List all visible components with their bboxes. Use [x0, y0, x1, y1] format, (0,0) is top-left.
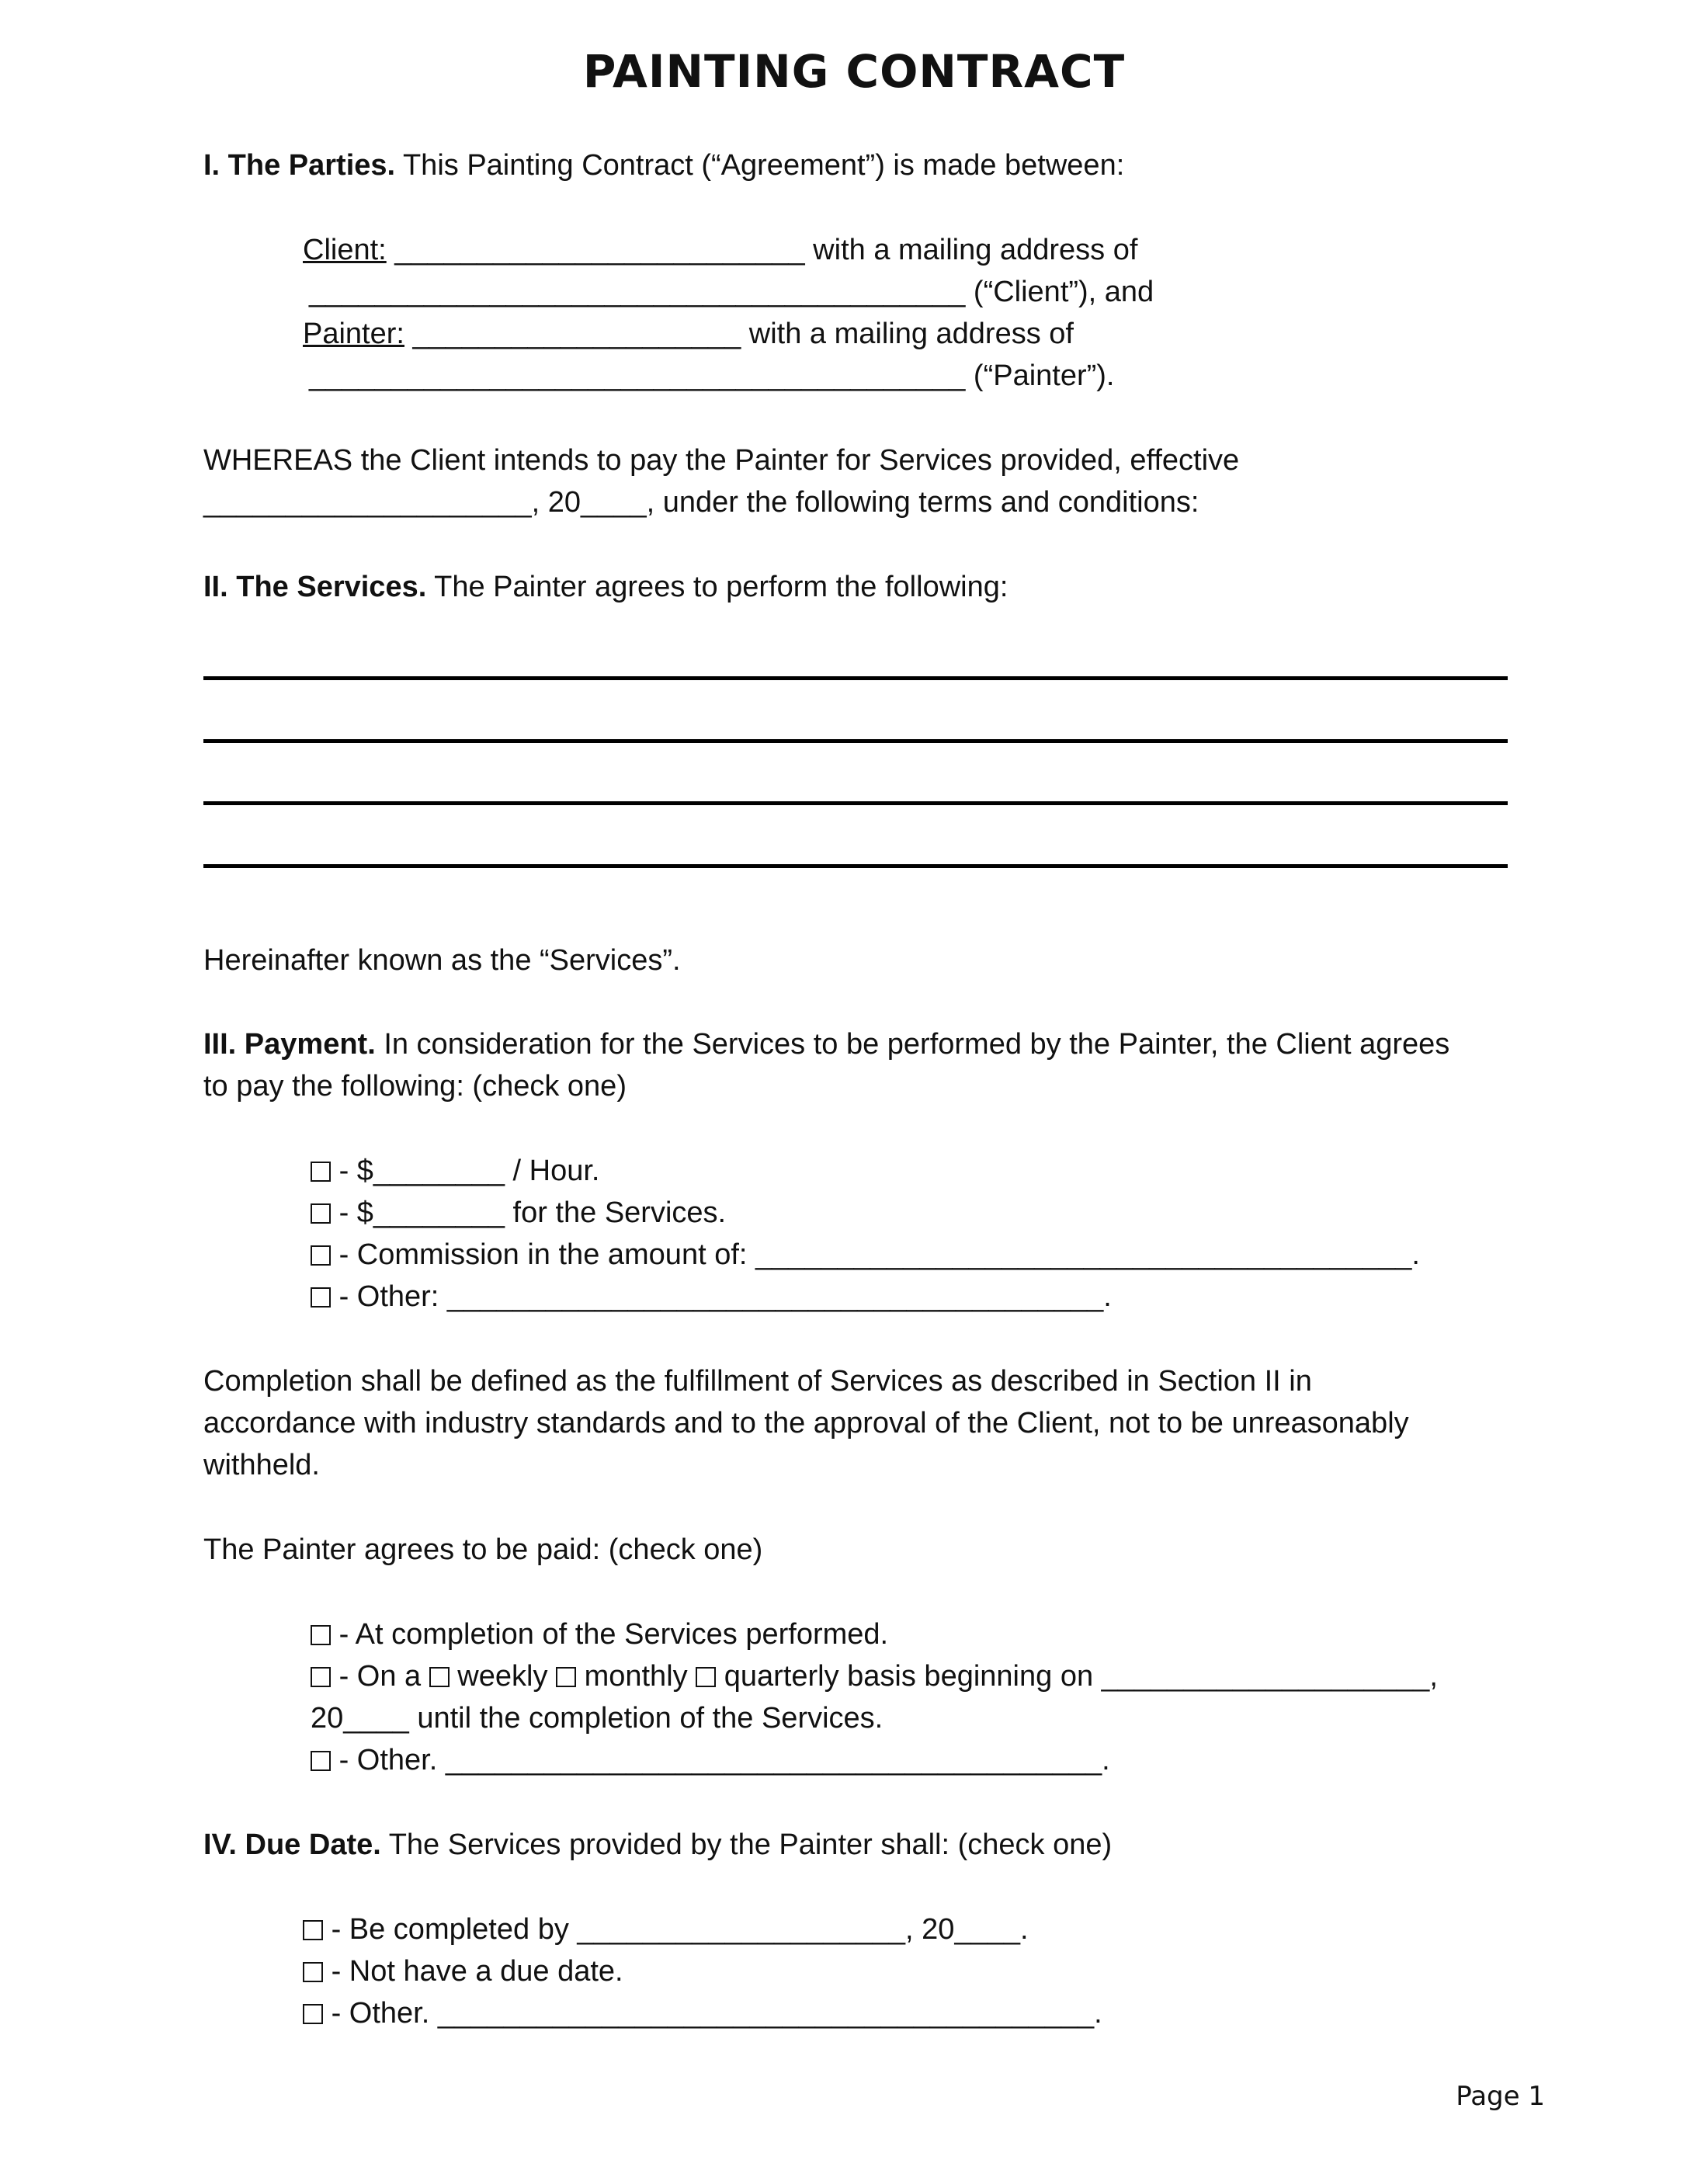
monthly-label: monthly — [584, 1660, 688, 1693]
paid-intro: The Painter agrees to be paid: (check one) — [203, 1533, 763, 1566]
payment-other-label: - Other: ________________________________________. — [338, 1280, 1112, 1313]
completion-line-2: accordance with industry standards and to the approval of the Client, not to be unreasonably — [203, 1407, 1409, 1439]
monthly-checkbox[interactable] — [556, 1667, 576, 1687]
whereas-line-2: ____________________, 20____, under the following terms and conditions: — [203, 486, 1199, 519]
client-name-address-blank: _________________________ with a mailing address of — [394, 234, 1138, 266]
page-number: Page 1 — [1456, 2081, 1545, 2112]
hourly-label: - $________ / Hour. — [338, 1155, 600, 1187]
due-option-completed-by — [303, 1908, 1029, 1950]
whereas-line-1: WHEREAS the Client intends to pay the Painter for Services provided, effective — [203, 444, 1240, 477]
quarterly-label: quarterly basis beginning on ____________________, — [724, 1660, 1438, 1693]
services-intro: The Painter agrees to perform the following: — [434, 571, 1008, 603]
painter-line-1 — [303, 313, 1074, 355]
parties-paragraph — [203, 144, 1124, 186]
services-blank-line-4[interactable] — [203, 864, 1508, 868]
paid-option-completion — [311, 1613, 888, 1655]
painter-name-address-blank: ____________________ with a mailing address of — [412, 318, 1074, 350]
payment-option-commission — [311, 1234, 1420, 1276]
parties-heading: I. The Parties. — [203, 149, 396, 182]
services-blank-line-3[interactable] — [203, 801, 1508, 805]
due-other-label: - Other. ________________________________________. — [331, 1997, 1102, 2030]
weekly-label: weekly — [457, 1660, 548, 1693]
paid-option-periodic — [311, 1655, 1438, 1697]
due-date-intro: The Services provided by the Painter shall: (check one) — [388, 1828, 1113, 1861]
completion-line-1: Completion shall be defined as the fulfillment of Services as described in Section II in — [203, 1365, 1312, 1398]
commission-label: - Commission in the amount of: ________________________________________. — [338, 1238, 1420, 1271]
client-line-2: ________________________________________ (“Client”), and — [309, 276, 1154, 308]
due-completed-label: - Be completed by ____________________, 20____. — [331, 1913, 1029, 1946]
paid-other-label: - Other. ________________________________________. — [338, 1744, 1110, 1776]
services-blank-line-2[interactable] — [203, 739, 1508, 743]
paid-periodic-label: - On a — [338, 1660, 422, 1693]
completion-line-3: withheld. — [203, 1449, 320, 1481]
fixed-checkbox[interactable] — [311, 1203, 331, 1224]
payment-option-fixed — [311, 1192, 726, 1234]
payment-option-hourly — [311, 1150, 599, 1192]
due-completed-checkbox[interactable] — [303, 1920, 323, 1940]
painter-line-2: ________________________________________ (“Painter”). — [309, 359, 1115, 392]
painter-label: Painter: — [303, 318, 404, 350]
services-paragraph — [203, 566, 1008, 608]
services-blank-line-1[interactable] — [203, 676, 1508, 680]
payment-heading: III. Payment. — [203, 1028, 376, 1061]
due-no-date-checkbox[interactable] — [303, 1962, 323, 1982]
fixed-label: - $________ for the Services. — [338, 1196, 727, 1229]
client-label: Client: — [303, 234, 387, 266]
parties-intro: This Painting Contract (“Agreement”) is made between: — [402, 149, 1125, 182]
due-other-checkbox[interactable] — [303, 2004, 323, 2024]
due-no-date-label: - Not have a due date. — [331, 1955, 623, 1988]
paid-periodic-checkbox[interactable] — [311, 1667, 331, 1687]
paid-periodic-line-2: 20____ until the completion of the Services. — [311, 1702, 884, 1735]
payment-intro: In consideration for the Services to be performed by the Painter, the Client agrees — [384, 1028, 1450, 1061]
payment-paragraph-line-2: to pay the following: (check one) — [203, 1070, 627, 1103]
client-line-1 — [303, 229, 1137, 271]
commission-checkbox[interactable] — [311, 1245, 331, 1266]
document-title: PAINTING CONTRACT — [582, 45, 1126, 98]
due-date-paragraph — [203, 1824, 1112, 1866]
services-hereinafter: Hereinafter known as the “Services”. — [203, 944, 681, 977]
paid-other-checkbox[interactable] — [311, 1751, 331, 1771]
payment-paragraph-line-1 — [203, 1023, 1449, 1065]
due-option-other — [303, 1992, 1102, 2034]
due-option-no-date — [303, 1950, 623, 1992]
paid-completion-checkbox[interactable] — [311, 1625, 331, 1645]
paid-option-other — [311, 1739, 1110, 1781]
hourly-checkbox[interactable] — [311, 1162, 331, 1182]
quarterly-checkbox[interactable] — [696, 1667, 716, 1687]
due-date-heading: IV. Due Date. — [203, 1828, 381, 1861]
payment-option-other — [311, 1276, 1112, 1318]
services-heading: II. The Services. — [203, 571, 427, 603]
weekly-checkbox[interactable] — [429, 1667, 450, 1687]
paid-completion-label: - At completion of the Services performed. — [338, 1618, 889, 1651]
payment-other-checkbox[interactable] — [311, 1287, 331, 1308]
